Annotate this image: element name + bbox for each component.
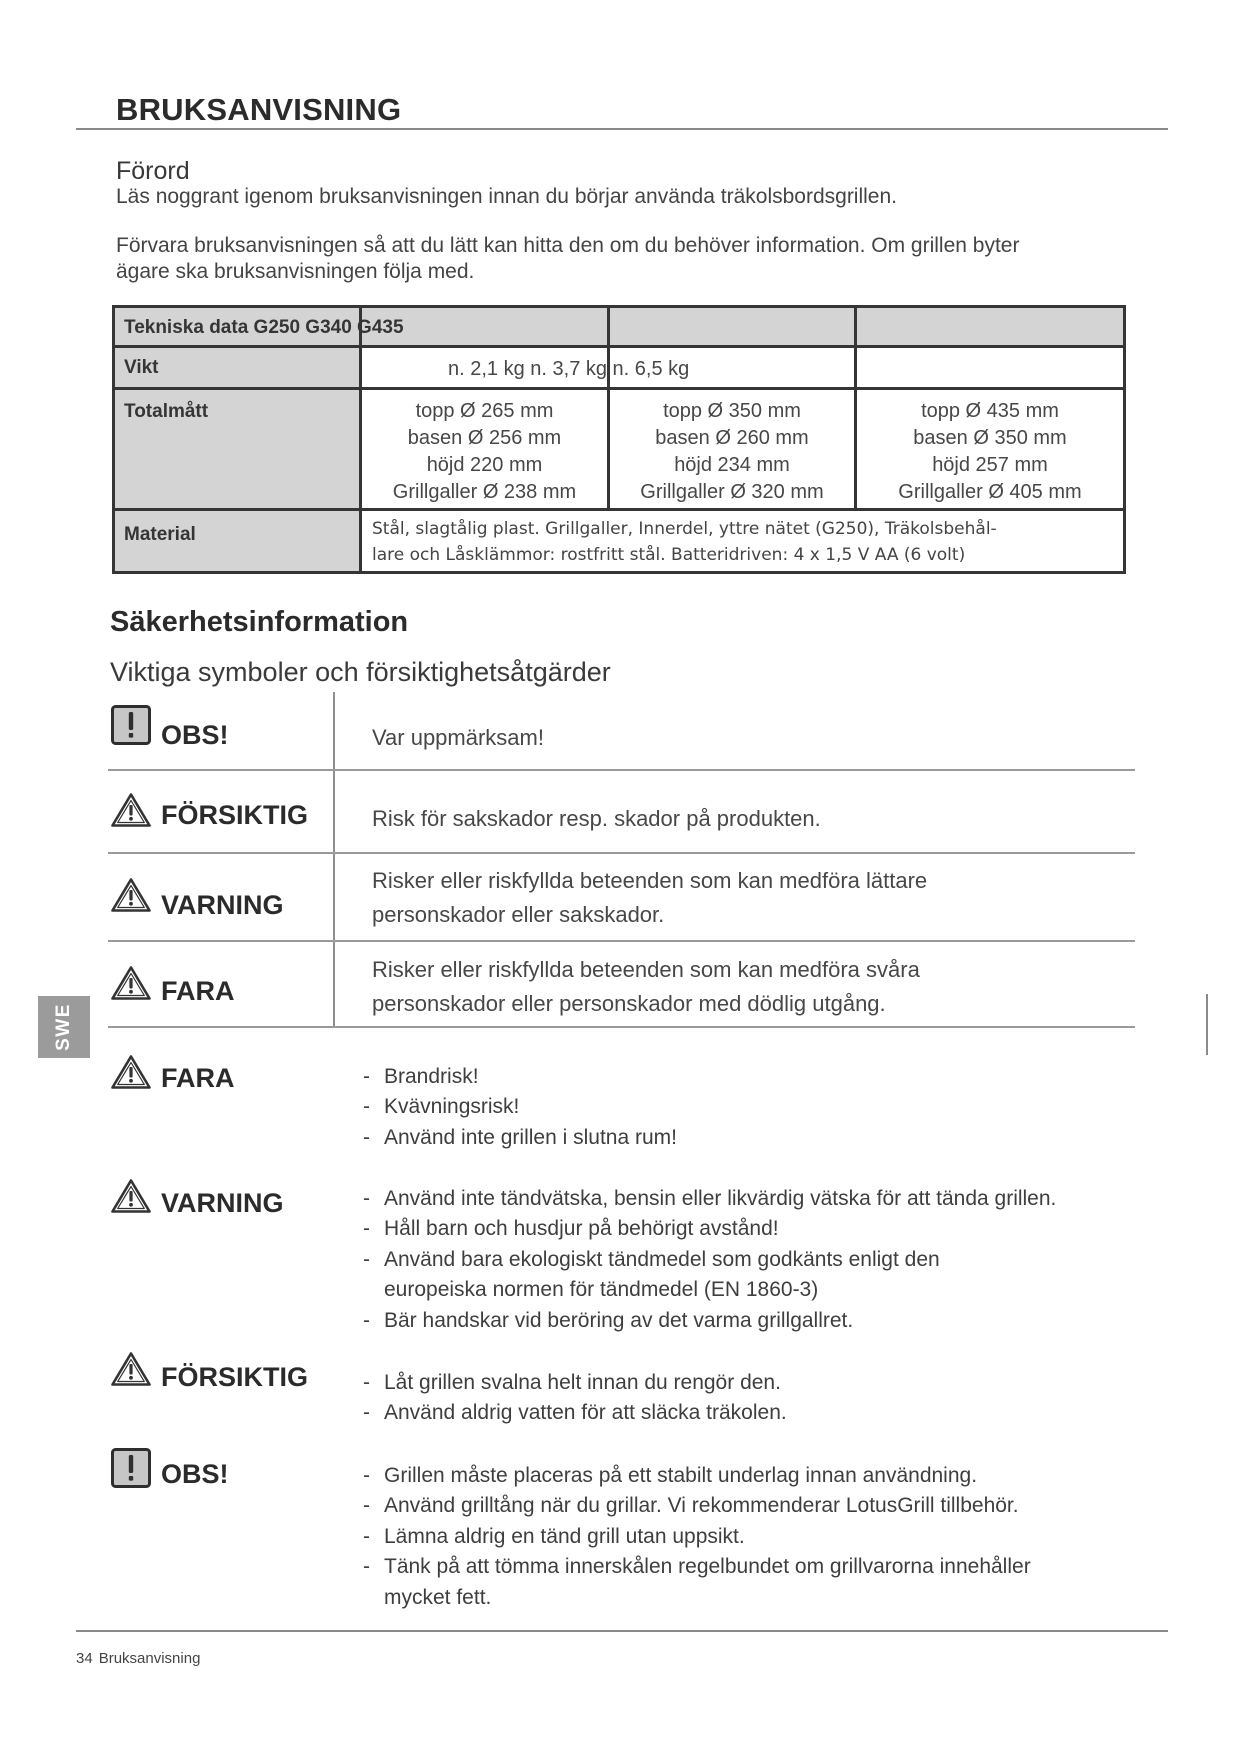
list-item: - Grillen måste placeras på ett stabilt underlag innan användning. [363,1461,1031,1491]
footer-rule [76,1630,1168,1632]
symbol-description [372,721,544,755]
warning-triangle-icon [111,965,151,1001]
list-item: - Tänk på att tömma innerskålen regelbundet om grillvarorna innehåller [363,1552,1031,1582]
symbol-description-line: personskador eller sakskador. [372,902,665,927]
symbol-label: VARNING [161,890,284,920]
precaution-label: OBS! [161,1459,229,1489]
material-line: lare och Låsklämmor: rostfritt stål. Batteridriven: 4 x 1,5 V AA (6 volt) [372,545,966,565]
dimensions-cell-g340 [610,390,854,508]
symbol-table-rule [108,1026,1135,1028]
symbol-label: FÖRSIKTIG [161,800,308,830]
symbol-table-rule [108,852,1135,854]
dimensions-cell-g435 [857,390,1123,508]
dimension-line: topp Ø 435 mm [921,400,1059,422]
safety-heading: Säkerhetsinformation [110,606,409,638]
symbol-description [372,953,920,1021]
precaution-label: FÖRSIKTIG [161,1362,308,1392]
list-item: - Använd inte grillen i slutna rum! [363,1123,677,1153]
list-item: - Använd aldrig vatten för att släcka träkolen. [363,1398,787,1428]
symbol-table-rule [108,940,1135,942]
symbol-description-line: Risker eller riskfyllda beteenden som kan medföra lättare [372,868,928,893]
precaution-list [363,1184,1056,1336]
dimensions-cell-g250 [362,390,607,508]
weight-label: Vikt [115,348,359,387]
spec-table [112,305,1126,574]
notice-icon [111,705,151,745]
dimension-line: Grillgaller Ø 320 mm [640,481,824,503]
list-item: - Använd grilltång när du grillar. Vi rekommenderar LotusGrill tillbehör. [363,1491,1031,1521]
symbol-description [372,864,927,932]
list-item-continuation: mycket fett. [384,1585,492,1609]
warning-triangle-icon [111,1178,151,1214]
page-edge-marker [1206,994,1208,1055]
symbol-description-line: personskador eller personskador med dödlig utgång. [372,991,886,1016]
dimension-line: basen Ø 256 mm [407,427,562,449]
spec-table-header: Tekniska data G250 G340 G435 [124,317,404,338]
dimension-line: Grillgaller Ø 238 mm [392,481,577,503]
dimension-line: topp Ø 265 mm [415,400,554,422]
list-item: - Håll barn och husdjur på behörigt avstånd! [363,1214,1056,1244]
foreword-heading: Förord [116,157,190,185]
material-label: Material [115,511,359,571]
warning-triangle-icon [111,792,151,828]
foreword-paragraph-line: Förvara bruksanvisningen så att du lätt kan hitta den om du behöver information. Om grillen byter [116,234,1020,257]
list-item: - Brandrisk! [363,1062,677,1092]
dimension-line: höjd 220 mm [426,454,543,476]
symbol-label: OBS! [161,720,229,750]
weight-value: n. 2,1 kg n. 3,7 kg n. 6,5 kg [448,358,690,380]
list-item: - Använd inte tändvätska, bensin eller likvärdig vätska för att tända grillen. [363,1184,1056,1214]
symbol-description [372,802,821,836]
warning-triangle-icon [111,877,151,913]
title-rule [76,128,1168,130]
table-header-cell [610,308,854,345]
dimension-line: basen Ø 350 mm [913,427,1067,449]
dimension-line: höjd 234 mm [674,454,790,476]
list-item: - Låt grillen svalna helt innan du rengör den. [363,1368,787,1398]
warning-triangle-icon [111,1351,151,1387]
foreword-paragraph-line: ägare ska bruksanvisningen följa med. [116,260,475,283]
material-cell [362,511,1123,571]
symbol-label: FARA [161,976,235,1006]
dimensions-label: Totalmått [115,390,359,508]
dimension-line: höjd 257 mm [932,454,1048,476]
list-item: - Kvävningsrisk! [363,1092,677,1122]
list-item-continuation: europeiska normen för tändmedel (EN 1860-3) [384,1278,819,1302]
material-line: Stål, slagtålig plast. Grillgaller, Innerdel, yttre nätet (G250), Träkolsbehål- [372,519,997,539]
page-footer [76,1650,200,1668]
list-item: - Använd bara ekologiskt tändmedel som godkänts enligt den [363,1245,1056,1275]
language-tab [38,996,90,1058]
list-item: - Lämna aldrig en tänd grill utan uppsikt. [363,1522,1031,1552]
dimension-line: topp Ø 350 mm [663,400,801,422]
footer-section: Bruksanvisning [98,1650,201,1667]
symbol-description-line: Risk för sakskador resp. skador på produkten. [372,806,821,831]
symbol-table-divider [333,692,335,1027]
precaution-label: FARA [161,1063,235,1093]
dimension-line: Grillgaller Ø 405 mm [898,481,1082,503]
symbol-description-line: Risker eller riskfyllda beteenden som kan medföra svåra [372,957,920,982]
precaution-label: VARNING [161,1188,284,1218]
symbol-description-line: Var uppmärksam! [372,725,544,750]
page-title: BRUKSANVISNING [116,92,402,127]
table-header-cell [857,308,1123,345]
language-tab-label: SWE [53,1003,74,1051]
warning-triangle-icon [111,1054,151,1090]
dimension-line: basen Ø 260 mm [655,427,809,449]
notice-icon [111,1448,151,1488]
foreword-paragraph: Läs noggrant igenom bruksanvisningen innan du börjar använda träkolsbordsgrillen. [116,185,897,208]
table-cell [857,348,1123,387]
list-item: - Bär handskar vid beröring av det varma grillgallret. [363,1306,1056,1336]
precaution-list [363,1062,677,1153]
page-number: 34 [76,1650,93,1667]
precaution-list [363,1368,787,1429]
symbol-table-rule [108,769,1135,771]
safety-subheading: Viktiga symboler och försiktighetsåtgärder [110,657,611,687]
precaution-list [363,1461,1031,1613]
